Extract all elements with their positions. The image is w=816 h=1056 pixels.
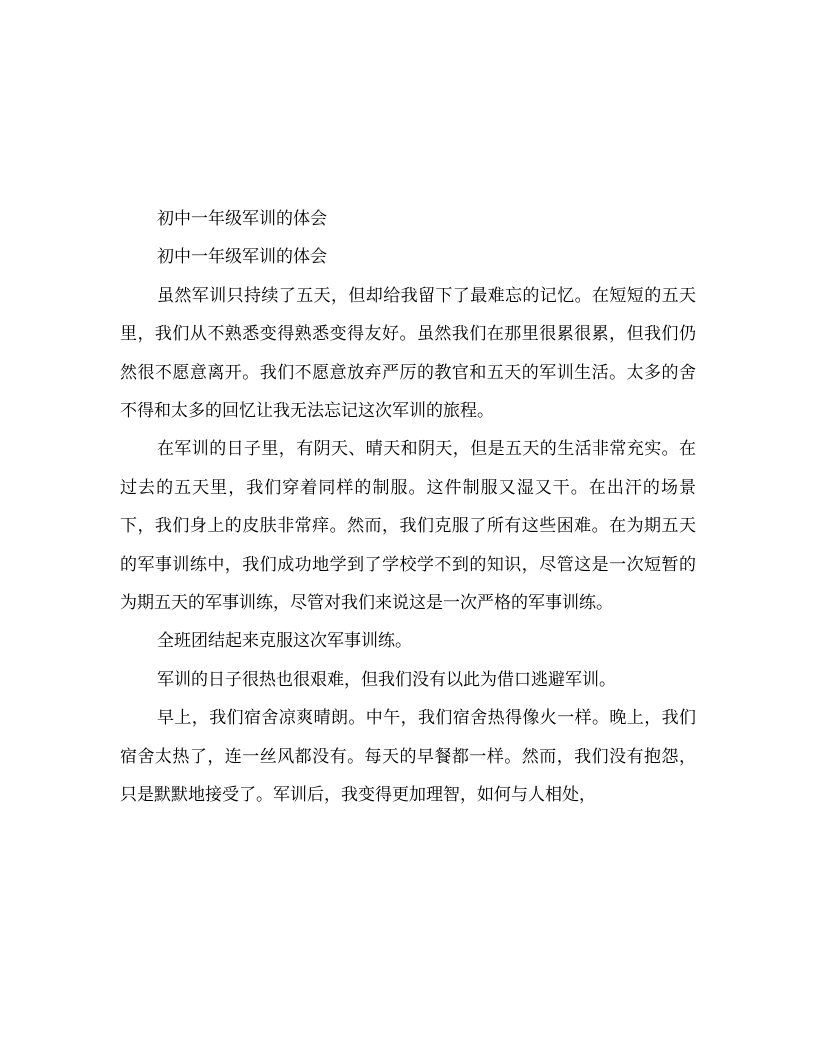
paragraph: 虽然军训只持续了五天，但却给我留下了最难忘的记忆。在短短的五天里，我们从不熟悉变得熟悉变得友好。虽然我们在那里很累很累，但我们仍然很不愿意离开。我们不愿意放弃严厉的教官和五天的军训生活。太多的舍不得和太多的回忆让我无法忘记这次军训的旅程。 xyxy=(120,285,696,422)
paragraph: 早上，我们宿舍凉爽晴朗。中午，我们宿舍热得像火一样。晚上，我们宿舍太热了，连一丝风都没有。每天的早餐都一样。然而，我们没有抱怨，只是默默地接受了。军训后，我变得更加理智，如何与人相处， xyxy=(120,708,696,806)
document-page xyxy=(120,200,696,815)
document-title: 初中一年级军训的体会 xyxy=(157,209,327,229)
paragraph: 军训的日子很热也很艰难，但我们没有以此为借口逃避军训。 xyxy=(157,669,616,690)
document-subtitle: 初中一年级军训的体会 xyxy=(157,247,327,268)
paragraph: 全班团结起来克服这次军事训练。 xyxy=(157,631,412,652)
paragraph: 在军训的日子里，有阴天、晴天和阴天，但是五天的生活非常充实。在过去的五天里，我们穿着同样的制服。这件制服又湿又干。在出汗的场景下，我们身上的皮肤非常痒。然而，我们克服了所有这些困难。在为期五天的军事训练中，我们成功地学到了学校学不到的知识，尽管这是一次短暂的为期五天的军事训练，尽管对我们来说这是一次严格的军事训练。 xyxy=(120,439,696,614)
